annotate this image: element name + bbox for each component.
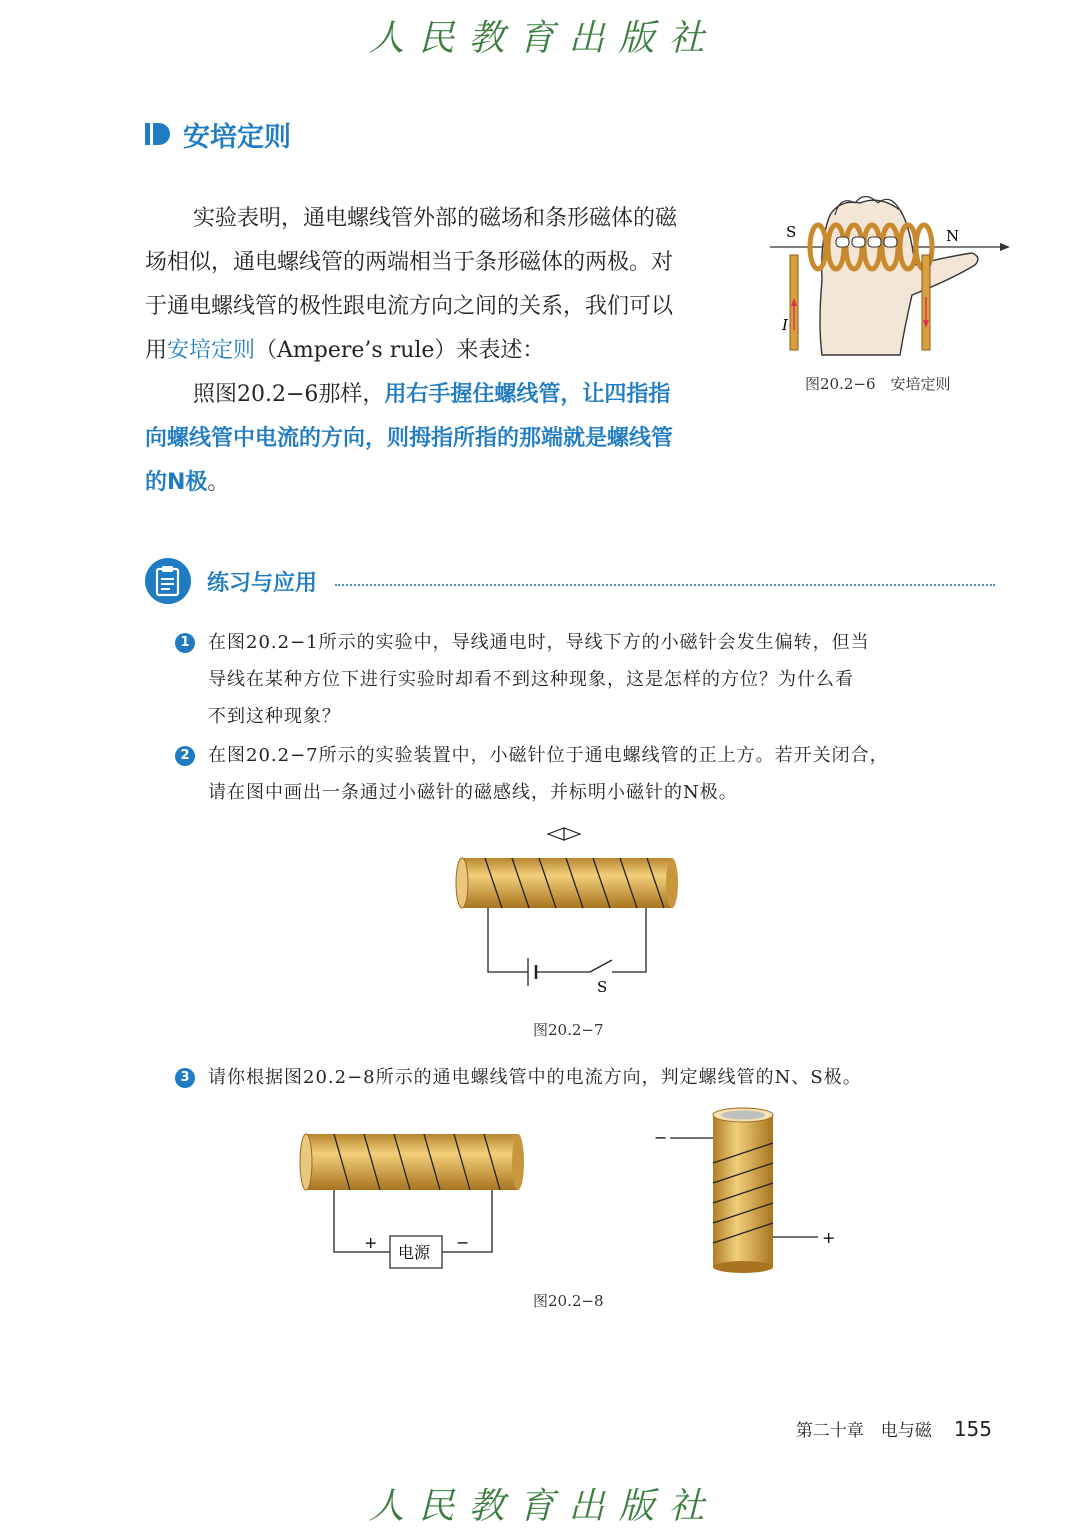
- para1-line2: 场相似，通电螺线管的两端相当于条形磁体的两极。对: [145, 250, 674, 275]
- question-number-badge: 2: [175, 746, 195, 766]
- switch-label: S: [597, 978, 608, 996]
- para2-end: 。: [207, 470, 230, 495]
- figure-8-caption: 图20.2−8: [533, 1292, 604, 1310]
- question-3: [175, 1059, 980, 1096]
- question-number-badge: 1: [175, 633, 195, 653]
- para1-line1: 实验表明，通电螺线管外部的磁场和条形磁体的磁: [193, 206, 678, 231]
- exercise-heading-label: 练习与应用: [207, 570, 318, 596]
- question-2-line1: 在图20.2−7所示的实验装置中，小磁针位于通电螺线管的正上方。若开关闭合，: [208, 745, 889, 766]
- question-1-line1: 在图20.2−1所示的实验中，导线通电时，导线下方的小磁针会发生偏转，但当: [208, 632, 870, 653]
- chapter-title: 第二十章 电与磁: [795, 1421, 932, 1441]
- plus-terminal-label-right: +: [822, 1228, 836, 1247]
- question-number-badge: 3: [175, 1068, 195, 1088]
- north-pole-label: N: [946, 227, 960, 245]
- page-footer: [796, 1416, 992, 1441]
- power-source-label: 电源: [398, 1243, 431, 1262]
- section-title: 安培定则: [183, 121, 291, 153]
- ampere-rule-term: 安培定则: [167, 338, 256, 363]
- question-1-line2: 导线在某种方位下进行实验时却看不到这种现象，这是怎样的方位？为什么看: [208, 669, 854, 690]
- publisher-watermark-bottom: 人民教育出版社: [368, 1486, 719, 1527]
- right-hand-solenoid-figure: [760, 185, 1020, 370]
- figure-6-caption: 图20.2−6 安培定则: [805, 375, 951, 393]
- rule-statement-2: 向螺线管中电流的方向，则拇指所指的那端就是螺线管: [145, 426, 674, 451]
- solenoid-circuit-figure-7: [440, 820, 700, 1000]
- compass-needle-icon: [548, 828, 564, 840]
- solenoid-vertical-figure-8-right: [650, 1105, 840, 1275]
- solenoid-circuit-figure-8-left: [290, 1120, 540, 1280]
- exercise-clipboard-icon: [145, 558, 191, 604]
- section-heading: [145, 112, 291, 156]
- question-1-line3: 不到这种现象？: [208, 706, 341, 727]
- para2-pre: 照图20.2−6那样，: [193, 382, 385, 407]
- question-2: [175, 737, 980, 811]
- page-number: 155: [953, 1417, 992, 1441]
- minus-terminal-label-right: −: [654, 1128, 668, 1147]
- figure-7-caption: 图20.2−7: [533, 1021, 604, 1039]
- plus-terminal-label: +: [364, 1233, 378, 1252]
- para1-line4-post: （Ampere’s rule）来表述：: [255, 338, 545, 363]
- heading-dotted-rule: [335, 584, 995, 586]
- south-pole-label: S: [786, 223, 797, 241]
- rule-statement-3: 的N极: [145, 470, 208, 495]
- question-3-line1: 请你根据图20.2−8所示的通电螺线管中的电流方向，判定螺线管的N、S极。: [208, 1067, 862, 1088]
- question-2-line2: 请在图中画出一条通过小磁针的磁感线，并标明小磁针的N极。: [208, 782, 738, 803]
- rule-statement-1: 用右手握住螺线管，让四指指: [384, 382, 671, 407]
- para1-line4-pre: 用: [145, 338, 168, 363]
- section-body: [145, 197, 745, 505]
- para1-line3: 于通电螺线管的极性跟电流方向之间的关系，我们可以: [145, 294, 674, 319]
- section-marker-icon: [145, 121, 171, 147]
- exercise-heading: [145, 556, 995, 606]
- minus-terminal-label: −: [456, 1233, 470, 1252]
- current-label: I: [782, 316, 788, 334]
- publisher-watermark-top: 人民教育出版社: [368, 18, 719, 59]
- question-1: [175, 624, 980, 735]
